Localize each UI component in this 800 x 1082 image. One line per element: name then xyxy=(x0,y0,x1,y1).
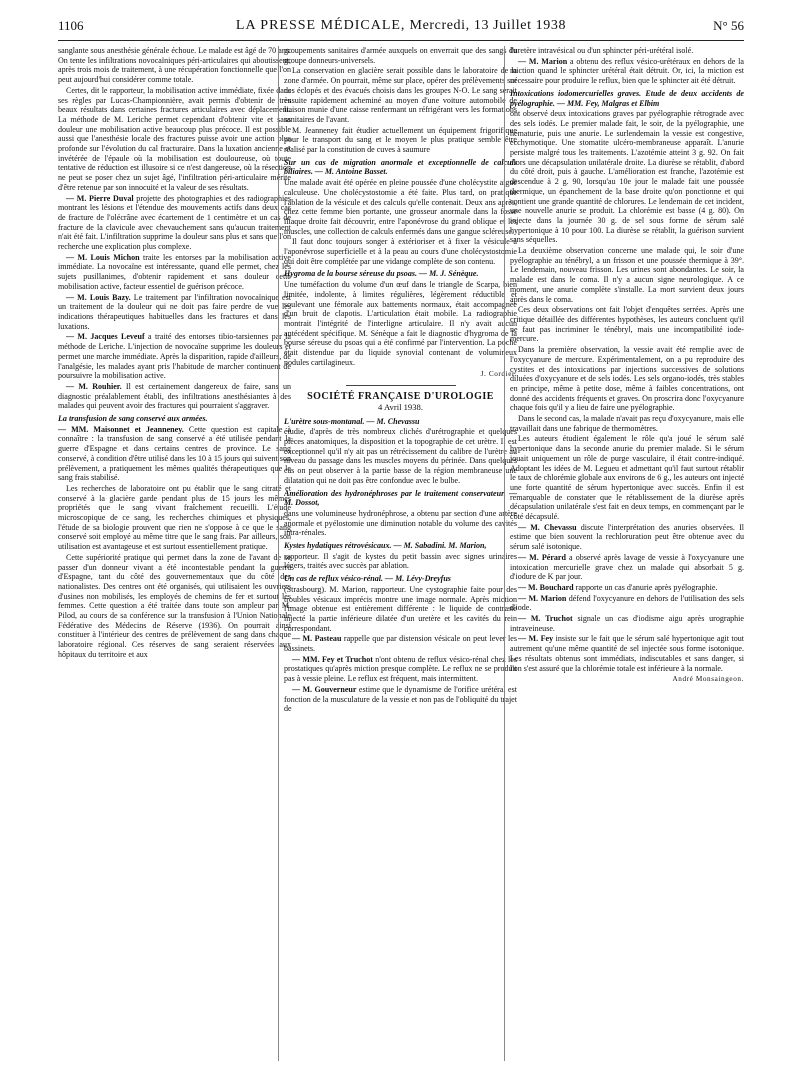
paragraph-text: (Strasbourg). M. Marion, rapporteur. Une cystographie faite pour des troubles vésicaux imprécis montre une image normale. Après miction l'image obtenue est entièrement différente : le liquide de contraste injecté la partie inférieure dilatée d'un uretère et les cavités du rein correspondant. xyxy=(284,584,517,633)
paragraph-text: rapporteur. Il s'agit de kystes du petit bassin avec signes urinaires légers, traités avec succès par ablation. xyxy=(284,551,517,571)
speaker-name: — M. Truchot xyxy=(518,614,573,624)
paragraph xyxy=(510,553,744,582)
section-title xyxy=(284,541,517,551)
paragraph-text: Intoxications iodomercurielles graves. Etude de deux accidents de pyélographie. — MM. Fey, Malgras et Elbim xyxy=(510,88,744,108)
paragraph-text: J. Cordier. xyxy=(480,369,517,378)
paragraph-text: Cette supériorité pratique qui permet dans la zone de l'avant de se passer d'un donneur vivant a été incontestable pendant la guerre d'Espagne, tant du côté des gouvernementaux que du côté des nationalistes. Des centres ont été organisés, qui utilisaient les ouvriers d'usines non mobilisés, les employés de chemins de fer et surtout les femmes. Cette question a été traitée dans toute son ampleur par M. Pilod, au cours de sa conférence sur la transfusion à l'Union Nationale Fédérative des Médecins de Réserve (1936). On pourrait ainsi constituer à l'intérieur des centres de prélèvement de sang dans chaque laboratoire régional. Ces réserves de sang seraient réservées aux hôpitaux du territoire et aux xyxy=(58,552,291,659)
paragraph xyxy=(510,414,744,433)
speaker-name: — M. Gouverneur xyxy=(292,684,357,694)
paragraph-text: La deuxième observation concerne une malade qui, le soir d'une pyélographie au ténébryl, a un frisson et une poussée thermique à 39°. Le lendemain, nouveau frisson. Les urines sont abondantes. Le soir, la malade est dans le coma. Il n'y a aucun signe neurologique. A ce moment, une anurie complète s'installe. La mort survient deux jours après dans le coma. xyxy=(510,246,744,304)
paragraph-text: dans une volumineuse hydronéphrose, a obtenu par section d'une artère anormale et pyélostomie une diminution notable du volume des cavités intra-rénales. xyxy=(284,508,517,538)
speaker-name: — M. Pasteau xyxy=(292,634,342,644)
paragraph-text: discute l'interprétation des anuries observées. Il estime que bien souvent la rechloruration peut être obtenue avec du sérum salé isotonique. xyxy=(510,522,744,552)
paragraph-text: La conservation en glacière serait possible dans le laboratoire de la zone d'armée. On pourrait, même sur place, opérer des prélèvements sur des éclopés et des évacués choisis dans les groupes N-O. Le sang serait ensuite rapidement acheminé au moyen d'une voiture automobile de liaison munie d'une caisse renfermant un réfrigérant vers les formations sanitaires de l'avant. xyxy=(284,66,517,124)
paragraph xyxy=(58,332,291,381)
page-header xyxy=(58,18,744,40)
paragraph-text: Une malade avait été opérée en pleine poussée d'une cholécystite aiguë calculeuse. Une cholécystostomie a été faite. Plus tard, on pratique l'ablation de la vésicule et des calculs qu'elle contenait. Deux ans après, chez cette femme bien portante, une grosseur anormale dans la fosse iliaque droite fait découvrir, entre l'aponévrose du grand oblique et les muscles, une collection de calculs enfermés dans une gangue scléreuse. xyxy=(284,178,517,236)
column-3 xyxy=(510,46,744,1071)
paragraph xyxy=(510,583,744,593)
paragraph xyxy=(284,427,517,485)
paragraph-text: Hygroma de la bourse séreuse du psoas. — M. J. Sénèque. xyxy=(284,269,479,279)
speaker-name: — MM. Maisonnet et Jeanneney. xyxy=(58,424,184,434)
paragraph xyxy=(510,434,744,521)
section-title xyxy=(284,417,517,427)
paragraph xyxy=(510,246,744,304)
speaker-name: — M. Bouchard xyxy=(518,582,574,592)
session-date xyxy=(284,403,517,413)
paragraph xyxy=(58,46,291,85)
section-rule xyxy=(346,385,456,386)
column-1 xyxy=(58,46,291,1071)
section-title xyxy=(510,89,744,108)
paragraph xyxy=(284,280,517,367)
paragraph xyxy=(510,57,744,86)
speaker-name: — MM. Fey et Truchot xyxy=(292,654,373,664)
speaker-name: — M. Fey xyxy=(518,634,554,644)
section-title xyxy=(58,414,291,424)
paragraph-text: Ces deux observations ont fait l'objet d'enquêtes serrées. Après une critique détaillée des différentes hypothèses, les auteurs concluent qu'il ne faut pas incriminer le ténébryl, mais une incompatibilité iode-mercure. xyxy=(510,305,744,344)
running-head xyxy=(58,18,744,34)
paragraph-text: Un cas de reflux vésico-rénal. — M. Lévy-Dreyfus xyxy=(284,574,451,584)
author-signature xyxy=(284,370,517,380)
paragraph-text: L'urètre sous-montanal. — M. Chevassu xyxy=(284,416,420,426)
paragraph-text: traite les entorses par la mobilisation active immédiate. La novocaïne est intéressante, quand elle permet, chez les sujets pusillanimes, d'obtenir rapidement et sans douleur cette mobilisation active, facteur essentiel de guérison précoce. xyxy=(58,252,291,291)
paragraph-text: Certes, dit le rapporteur, la mobilisation active immédiate, fixée dans ses règles par Lucas-Championnière, avait permis d'obtenir de très beaux résultats dans certaines fractures articulaires avec déplacement. La méthode de M. Leriche permet cependant d'obtenir vite et sans douleur une mobilisation active beaucoup plus précoce. Il est possible aussi que l'anesthésie locale des fractures puisse avoir une action plus profonde sur l'évolution du cal fracturaire. Dans la luxation ancienne et invétérée de l'épaule où la mobilisation est douloureuse, où toute tentative de réduction est illusoire si ce n'est dangereuse, où la résection ne peut se poser chez un sujet âgé, l'infiltration péri-articulaire mérite d'être retenue par son innocuité et la valeur de ses résultats. xyxy=(58,85,291,192)
paragraph-text: André Monsaingeon. xyxy=(672,675,744,684)
paragraph-text: La transfusion de sang conservé aux armées. xyxy=(58,414,208,424)
paragraph-text: Les recherches de laboratoire ont pu établir que le sang citraté et conservé à la glacière garde pendant plus de 15 jours les mêmes propriétés que le sang vivant fraîchement recueilli. L'étude microscopique de ce sang, les recherches chimiques et physiques, l'étude de sa biologie prouvent que rien ne s'oppose à ce que le sang conservé soit employé au même titre que le sang frais. Par ailleurs, son utilisation est avantageuse et est surtout essentiellement pratique. xyxy=(58,483,291,552)
column-divider xyxy=(278,46,279,1061)
speaker-name: — M. Jacques Leveuf xyxy=(66,332,145,342)
paragraph xyxy=(510,634,744,673)
paragraph xyxy=(284,126,517,155)
paragraph xyxy=(284,66,517,124)
paragraph-text: a observé après lavage de vessie à l'oxycyanure une intoxication mercurielle grave chez un malade qui absorbait 5 g. d'iodure de K par jour. xyxy=(510,552,744,582)
paragraph xyxy=(58,194,291,252)
section-title xyxy=(284,574,517,584)
paragraph-text: Le traitement par l'infiltration novocaïnique est un traitement de la douleur qui ne doit pas faire perdre de vue les indications thérapeutiques habituelles dans les fractures et dans les luxations. xyxy=(58,292,291,331)
paragraph xyxy=(284,685,517,714)
column-divider xyxy=(504,46,505,1061)
paragraph xyxy=(58,425,291,483)
paragraph xyxy=(284,585,517,634)
paragraph xyxy=(284,46,517,65)
paragraph xyxy=(284,552,517,571)
header-rule xyxy=(58,40,744,41)
paragraph-text: rapporte un cas d'anurie après pyélographie. xyxy=(573,582,718,592)
paragraph xyxy=(510,614,744,633)
speaker-name: — M. Pierre Duval xyxy=(66,193,134,203)
paragraph xyxy=(58,553,291,660)
paragraph xyxy=(58,253,291,292)
paragraph-text: groupements sanitaires d'armée auxquels on enverrait que des sangs du groupe donneurs-universels. xyxy=(284,46,517,65)
speaker-name: — M. Pérard xyxy=(518,552,566,562)
issue-date: Mercredi, 13 Juillet 1938 xyxy=(409,18,567,33)
section-title xyxy=(284,269,517,279)
section-title xyxy=(284,489,517,508)
paragraph-text: Il est certainement dangereux de faire, sans un diagnostic préalablement établi, des infiltrations anesthésiantes à des malades qui peuvent avoir des fractures qui pourraient s'aggraver. xyxy=(58,381,291,411)
paragraph-text: Les auteurs étudient également le rôle qu'a joué le sérum salé hypertonique dans la seconde anurie du premier malade. Si le sérum jouait uniquement un rôle de purge vasculaire, il était contre-indiqué. Adoptant les idées de M. Legueu et admettant qu'il faut surtout rétablir le taux de chlorémie globale aux environs de 6 g., les auteurs ont injecté une forte quantité de sérum hypertonique avec succès. Enfin il est remarquable de constater que le rétablissement de la diurèse après décapsulation unilatérale s'est fait en deux temps, en commençant par le côté décapsulé. xyxy=(510,434,744,522)
paragraph xyxy=(510,46,744,56)
paragraph xyxy=(510,523,744,552)
speaker-name: — M. Chevassu xyxy=(518,522,577,532)
paragraph xyxy=(284,237,517,266)
speaker-name: — M. Louis Michon xyxy=(66,252,140,262)
paragraph-text: ont observé deux intoxications graves par pyélographie rétrograde avec des sels iodés. Le premier malade fait, le soir, de la pyélographie, une hématurie, puis une anurie. Le surlendemain la vessie est congestive, ecchymotique. Une stomatite ulcéro-membraneuse apparaît. L'anurie persiste malgré tous les traitements. L'azotémie atteint 3 g. 92. On fait alors une décapsulation unilatérale droite. La diurèse se rétablit, d'abord du côté droit, puis à gauche. L'amélioration est franche, l'azotémie est descendue à 2 g. 90, lorsqu'au 10e jour le malade fait une poussée thermique, un épanchement de la base droite qu'on ponctionne et qui contient une grande quantité de chlorures. Le lendemain de cet incident, une nouvelle anurie se produit. La chlorémie est basse (4 g. 80). On injecte dans la journée 30 g. de sel sous forme de sérum salé hypertonique à 10 pour 100. La diurèse se rétablit, la guérison survient sans séquelles. xyxy=(510,109,744,245)
paragraph-text: Dans le second cas, la malade n'avait pas reçu d'oxycyanure, mais elle travaillait dans une fabrique de thermomètres. xyxy=(510,414,744,433)
paragraph xyxy=(284,655,517,684)
paragraph xyxy=(510,109,744,245)
paragraph xyxy=(58,86,291,193)
section-title xyxy=(284,158,517,177)
paragraph-text: rappelle que par distension vésicale on peut lever les bassinets. xyxy=(284,634,517,654)
paragraph xyxy=(58,484,291,552)
paragraph-text: signale un cas d'iodisme aigu après urographie intraveineuse. xyxy=(510,614,744,633)
paragraph-text: Kystes hydatiques rétrovésicaux. — M. Sabadini. M. Marion, xyxy=(284,541,487,551)
paragraph-text: n'ont obtenu de reflux vésico-rénal chez les prostatiques qu'après miction presque complète. Le reflux ne se produit pas à vessie pleine. Le reflux est fréquent, mais intermittent. xyxy=(284,654,517,684)
speaker-name: — M. Rouhier. xyxy=(66,381,122,391)
paragraph xyxy=(284,509,517,538)
issue-number: N° 56 xyxy=(713,18,744,33)
speaker-name: — M. Marion xyxy=(518,56,568,66)
paragraph-text: estime que le dynamisme de l'orifice urétéral est fonction de la musculature de la vessie et non pas de l'obliquité du trajet de xyxy=(284,684,517,714)
paragraph-text: Sur un cas de migration anormale et exceptionnelle de calculs biliaires. — M. Antoine Basset. xyxy=(284,157,517,177)
paragraph xyxy=(510,594,744,613)
paragraph xyxy=(58,293,291,332)
paragraph-text: a traité des entorses tibio-tarsiennes par la méthode de Leriche. L'injection de novocaïne supprime les douleurs et permet une marche immédiate. Après la disparition, rapide d'ailleurs, de l'analgésie, les malades ayant pris l'habitude de marcher continuent de poursuivre la mobilisation active. xyxy=(58,332,291,381)
paragraph-text: Une tuméfaction du volume d'un œuf dans le triangle de Scarpa, bien limitée, indolente, à limites régulières, légèrement réductible et soulevant une fémorale aux battements normaux, était accompagnée d'un bruit de clapotis. L'articulation était mobile. La radiographie montrait l'intégrité de l'interligne articulaire. Il n'y avait aucun antécédent spécifique. M. Sénèque a fait le diagnostic d'hygroma de la bourse séreuse du psoas qui a été confirmé par l'intervention. La poche était distendue par du liquide synovial contenant de volumineux nodules cartilagineux. xyxy=(284,280,517,367)
page-number: 1106 xyxy=(58,18,84,33)
society-heading xyxy=(284,392,517,402)
paragraph xyxy=(510,345,744,413)
journal-name: LA PRESSE MÉDICALE, xyxy=(235,18,406,33)
paragraph-text: Amélioration des hydronéphroses par le traitement conservateur. — M. Dossot, xyxy=(284,488,517,508)
paragraph-text: défend l'oxycyanure en dehors de l'utilisation des sels d'iode. xyxy=(510,593,744,613)
column-2 xyxy=(284,46,517,1071)
paragraph-text: a obtenu des reflux vésico-urétéraux en dehors de la miction quand le sphincter urétéral était détruit. Or, ici, la miction est nécessaire pour produire le reflux, bien que le sphincter ait été détruit. xyxy=(510,56,744,86)
speaker-name: — M. Louis Bazy. xyxy=(66,292,131,302)
paragraph-text: SOCIÉTÉ FRANÇAISE D'UROLOGIE xyxy=(307,391,494,403)
paragraph-text: M. Jeanneney fait étudier actuellement un équipement frigorifique pour le transport du sang et le moyen le plus pratique semble être réalisé par la constitution de cuves à saumure xyxy=(284,125,517,155)
paragraph-text: l'uretère intravésical ou d'un sphincter péri-urétéral isolé. xyxy=(510,46,694,55)
speaker-name: — M. Marion xyxy=(518,593,567,603)
paragraph xyxy=(284,178,517,236)
paragraph-text: projette des photographies et des radiographies montrant les lésions et l'étendue des mouvements actifs dans deux cas de fracture de l'olécrâne avec écartement de 1 centimètre et un cas de fracture de la clavicule avec chevauchement sans qu'aucun traitement n'ait été fait. L'infiltration supprime la douleur sans plus et sans que l'on recherche une explication plus complexe. xyxy=(58,193,291,252)
paragraph-text: Dans la première observation, la vessie avait été remplie avec de l'oxycyanure de mercure. Expérimentalement, on a pu reproduire des cystites et des intoxications par injections successives de solutions diluées d'oxycyanure et de sels iodés. Les sels organo-iodés, très stables en principe, même à petite dose, même à faibles concentrations, ont donné des accidents fréquents et graves. On proscrira donc l'oxycyanure chaque fois qu'il y a lieu de faire une pyélographie. xyxy=(510,345,744,413)
paragraph-text: sanglante sous anesthésie générale échoue. Le malade est âgé de 70 ans. On tente les infiltrations novocaïniques péri-articulaires qui aboutissent, après trois mois de traitement, à une récupération fonctionnelle que l'on peut aujourd'hui considérer comme totale. xyxy=(58,46,291,85)
paragraph-text: Il faut donc toujours songer à extérioriser et à fixer la vésicule à l'aponévrose superficielle et à la peau au cours d'une cholécystostomie qui doit être complétée par une vidange complète de son contenu. xyxy=(284,237,517,266)
paragraph-text: étudie, d'après de très nombreux clichés d'urétrographie et quelques pièces anatomiques, la disposition et la topographie de cet urètre. Il est exceptionnel qu'il n'y ait pas un rétrécissement du calibre de l'urètre au niveau du passage dans les muscles moyens du périnée. Dans quelques cas on peut observer à la partie basse de la région membraneuse une dilatation qui ne doit pas être confondue avec le bulbe. xyxy=(284,427,517,485)
paragraph xyxy=(510,305,744,344)
paragraph-text: insiste sur le fait que le sérum salé hypertonique agit tout autrement qu'une même quantité de sel injectée sous forme isotonique. Les résultats obtenus sont immédiats, indiscutables et sans danger, si l'on s'est assuré que la chlorémie totale est inférieure à la normale. xyxy=(510,634,744,673)
author-signature xyxy=(510,675,744,685)
paragraph xyxy=(284,634,517,653)
paragraph xyxy=(58,382,291,411)
paragraph-text: Cette question est capitale à connaître : la transfusion de sang conservé a été utilisée pendant la guerre d'Espagne et dans certains centres de province. Le sang conservé, à condition d'être utilisé dans les 10 à 15 jours qui suivent son prélèvement, a pratiquement les mêmes qualités thérapeutiques que le sang frais stabilisé. xyxy=(58,424,291,483)
paragraph-text: 4 Avril 1938. xyxy=(378,401,423,412)
